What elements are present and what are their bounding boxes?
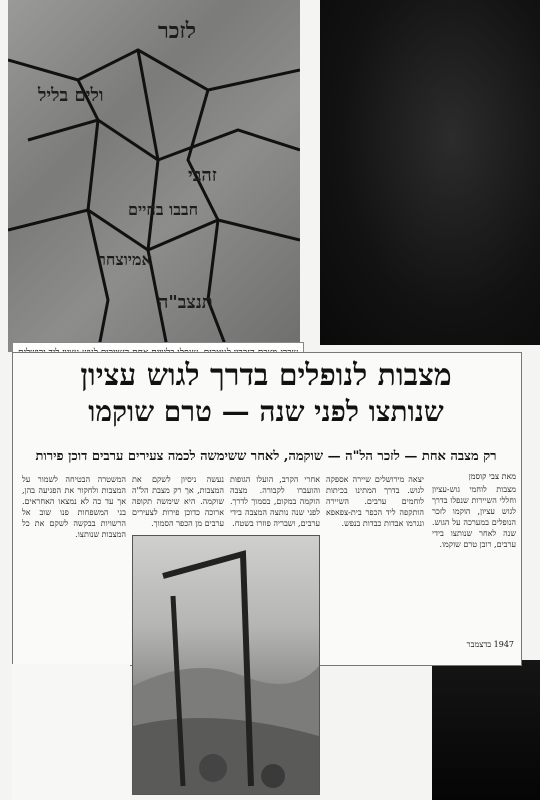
byline: מאת צבי קוסמן	[468, 472, 516, 481]
headline	[18, 358, 514, 454]
article-column: יצאה מירושלים שיירה אספקה לגוש. בדרך המתינו בכיתות לוחמים ערבים. השיירה הותקפה ליד הכפר בית-צפאפא ונגרמו אבדות כבדות בנפש.	[326, 475, 424, 528]
article-column: המשטרה הבטיחה לשמור על המצבות ולחקור את הפגיעה בהן, אך עד כה לא נמצאו האחראים. בני המשפחות פנו שוב אל הרשויות בבקשה לשקם את כל המצבות שנותצו.	[22, 475, 126, 539]
article-column: אחרי הקרב, הועלו הגופות והועברו לקבורה. מצבה הוקמה במקום, בסמוך לדרך. לפני שנה נותצה המצבה בידי ערבים, ושבריה פוזרו בשטח.	[230, 475, 320, 528]
fragment-text: תנצב"ה	[158, 292, 213, 313]
fragment-text: אמיוצחר	[98, 250, 152, 269]
article-column: נעשה ניסיון לשקם את המצבות, אך רק מצבת הל"ה שוקמה. היא שימשה תקופה ארוכה כדוכן פירות לצעירים ערבים מן הכפר הסמוך.	[132, 475, 224, 528]
dateline: 1947 בדצמבר	[466, 640, 514, 649]
valley-scene	[133, 536, 319, 794]
landscape-photo	[132, 535, 320, 795]
fragment-text: חבבו בחיים	[128, 200, 199, 219]
fragment-text: ולים בליל	[38, 85, 104, 106]
dark-photo-bottom	[432, 660, 540, 800]
fragment-text: זהבי	[188, 165, 217, 186]
stone-cracks	[8, 0, 300, 352]
subheadline: רק מצבה אחת — לזכר הל"ה — שוקמה, לאחר ששימשה לכמה צעירים ערבים דוכן פירות	[35, 449, 497, 464]
fragment-text: לזכר	[158, 18, 196, 44]
headline-line-2: שנותצו לפני שנה — טרם שוקמו	[88, 395, 444, 428]
blank-area	[12, 664, 130, 800]
article-column: מצבות לוחמי גוש-עציון וחללי השיירות שנפלו בדרך לגוש עציון, הוקמו לזכר הנופלים במערכה על הגוש. שנה לאחר שנותצו בידי ערבים, רובן טרם שוקמו.	[432, 485, 516, 549]
dark-photo	[320, 0, 540, 345]
headline-line-1: מצבות לנופלים בדרך לגוש עציון	[80, 358, 452, 393]
memorial-photo	[8, 0, 300, 352]
